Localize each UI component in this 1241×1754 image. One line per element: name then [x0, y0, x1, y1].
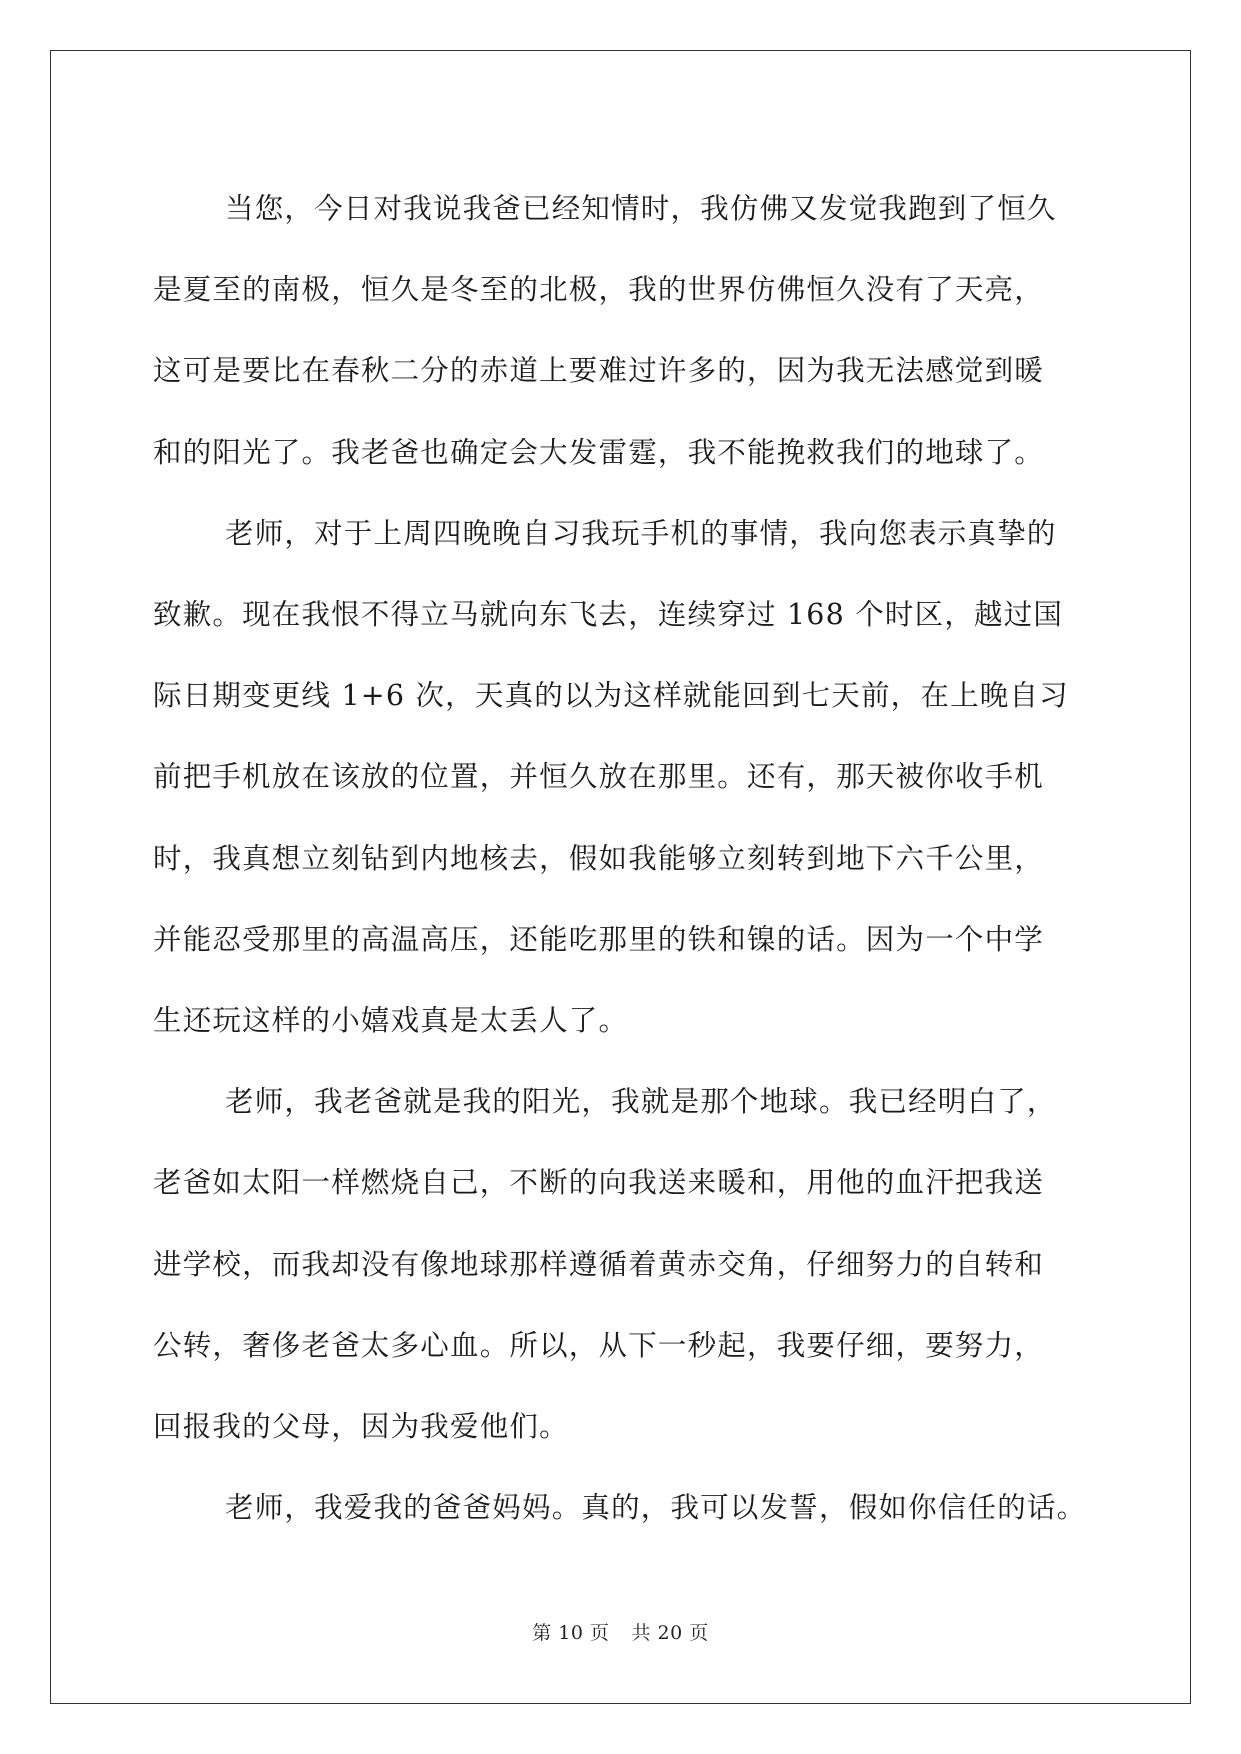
text-line: 老师，我老爸就是我的阳光，我就是那个地球。我已经明白了，: [225, 1085, 1057, 1119]
text-line: 是夏至的南极，恒久是冬至的北极，我的世界仿佛恒久没有了天亮，: [153, 273, 1045, 307]
paragraph-4: [153, 1467, 1089, 1548]
text-line: 致歉。现在我恨不得立马就向东飞去，连续穿过 168 个时区，越过国: [153, 598, 1064, 632]
page-number: 第 10 页: [532, 1622, 610, 1644]
paragraph-1: [153, 168, 1089, 493]
text-line: 并能忍受那里的高温高压，还能吃那里的铁和镍的话。因为一个中学: [153, 922, 1045, 956]
text-line: 和的阳光了。我老爸也确定会大发雷霆，我不能挽救我们的地球了。: [153, 435, 1045, 469]
text-line: 公转，奢侈老爸太多心血。所以，从下一秒起，我要仔细，要努力，: [153, 1328, 1045, 1362]
text-line: 前把手机放在该放的位置，并恒久放在那里。还有，那天被你收手机: [153, 760, 1045, 794]
text-line: 这可是要比在春秋二分的赤道上要难过许多的，因为我无法感觉到暖: [153, 354, 1045, 388]
paragraph-2: [153, 493, 1089, 1061]
text-line: 老爸如太阳一样燃烧自己，不断的向我送来暖和，用他的血汗把我送: [153, 1166, 1045, 1200]
paragraph-3: [153, 1061, 1089, 1467]
text-line: 生还玩这样的小嬉戏真是太丢人了。: [153, 1004, 629, 1038]
text-line: 老师，对于上周四晚晚自习我玩手机的事情，我向您表示真挚的: [225, 516, 1057, 550]
text-line: 回报我的父母，因为我爱他们。: [153, 1410, 569, 1444]
text-line: 时，我真想立刻钻到内地核去，假如我能够立刻转到地下六千公里，: [153, 841, 1045, 875]
text-line: 进学校，而我却没有像地球那样遵循着黄赤交角，仔细努力的自转和: [153, 1247, 1045, 1281]
text-line: 老师，我爱我的爸爸妈妈。真的，我可以发誓，假如你信任的话。: [225, 1491, 1087, 1525]
document-body: [153, 168, 1089, 1548]
text-line: 际日期变更线 1+6 次，天真的以为这样就能回到七天前，在上晚自习: [153, 679, 1069, 713]
text-line: 当您，今日对我说我爸已经知情时，我仿佛又发觉我跑到了恒久: [225, 192, 1057, 225]
page-total: 共 20 页: [631, 1622, 709, 1644]
page-footer: [0, 1618, 1241, 1645]
